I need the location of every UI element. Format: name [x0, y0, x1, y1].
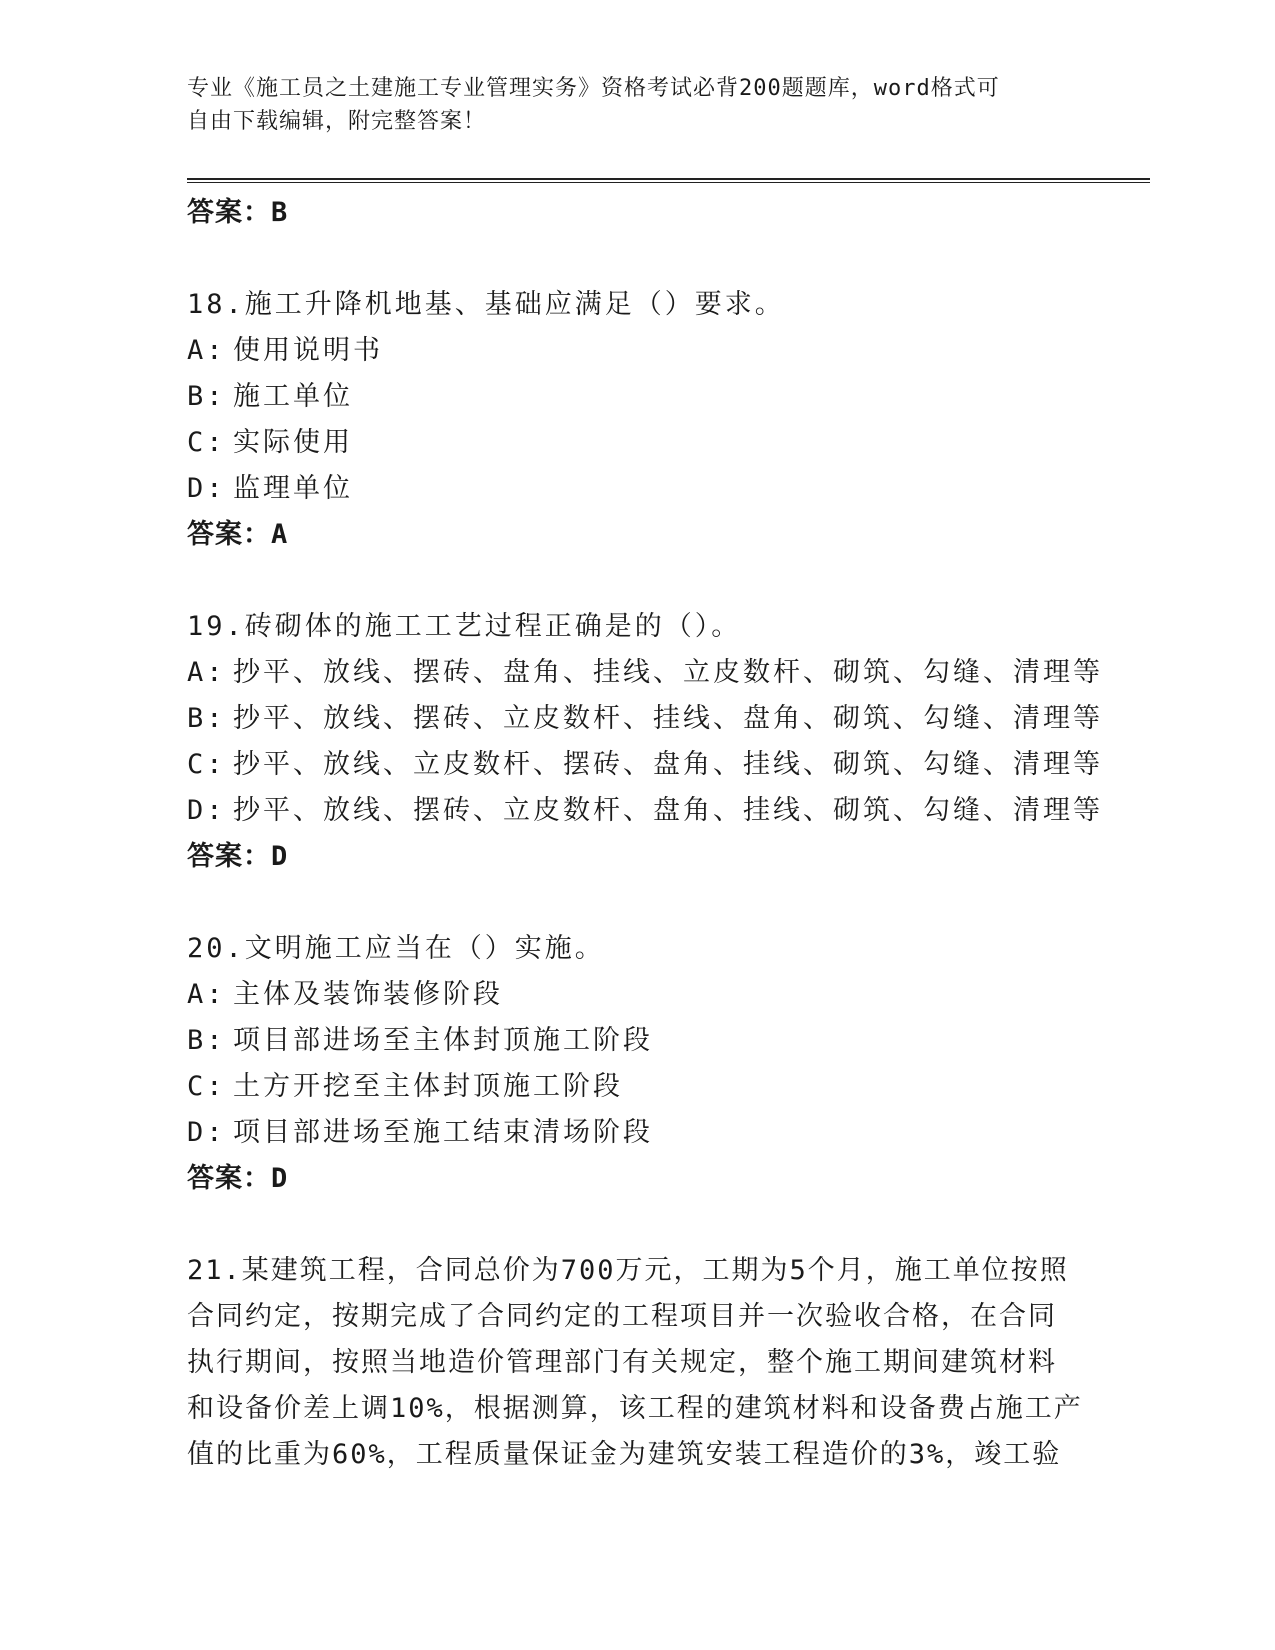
- option-text: 抄平、放线、摆砖、盘角、挂线、立皮数杆、砌筑、勾缝、清理等: [233, 657, 1103, 688]
- question-block-18: [187, 282, 1087, 558]
- document-header: [187, 72, 1067, 138]
- option-text: 主体及装饰装修阶段: [233, 979, 503, 1010]
- option-b: [187, 1018, 1087, 1064]
- option-label: C:: [187, 1071, 226, 1102]
- option-label: A:: [187, 657, 226, 688]
- option-b: [187, 696, 1103, 742]
- spacer: [187, 880, 1087, 926]
- option-label: D:: [187, 1117, 226, 1148]
- option-label: B:: [187, 703, 226, 734]
- option-label: A:: [187, 979, 226, 1010]
- answer: 答案：D: [187, 841, 289, 872]
- option-text: 项目部进场至施工结束清场阶段: [233, 1117, 653, 1148]
- option-label: B:: [187, 1025, 226, 1056]
- header-divider: [187, 178, 1150, 183]
- option-label: A:: [187, 335, 226, 366]
- option-text: 监理单位: [233, 473, 353, 504]
- answer: 答案：D: [187, 1163, 289, 1194]
- paragraph-line: 执行期间，按照当地造价管理部门有关规定，整个施工期间建筑材料: [187, 1347, 1057, 1378]
- option-label: C:: [187, 427, 226, 458]
- option-text: 抄平、放线、摆砖、立皮数杆、挂线、盘角、砌筑、勾缝、清理等: [233, 703, 1103, 734]
- question-stem: 20.文明施工应当在（）实施。: [187, 933, 605, 964]
- option-label: D:: [187, 795, 226, 826]
- option-b: [187, 374, 1087, 420]
- answer: 答案：A: [187, 519, 289, 550]
- document-body: [187, 190, 1103, 1478]
- question-stem: 19.砖砌体的施工工艺过程正确是的（）。: [187, 611, 742, 642]
- paragraph-line: 和设备价差上调10%，根据测算，该工程的建筑材料和设备费占施工产: [187, 1393, 1083, 1424]
- option-label: C:: [187, 749, 226, 780]
- question-block-21: [187, 1248, 1087, 1478]
- spacer: [187, 558, 1087, 604]
- option-c: [187, 742, 1103, 788]
- option-text: 实际使用: [233, 427, 353, 458]
- header-line-2: 自由下载编辑，附完整答案！: [187, 109, 487, 134]
- option-text: 施工单位: [233, 381, 353, 412]
- option-d: [187, 788, 1103, 834]
- option-text: 使用说明书: [233, 335, 383, 366]
- question-block-20: [187, 926, 1087, 1202]
- header-line-1: 专业《施工员之土建施工专业管理实务》资格考试必背200题题库，word格式可: [187, 76, 1000, 101]
- option-text: 项目部进场至主体封顶施工阶段: [233, 1025, 653, 1056]
- spacer: [187, 1202, 1087, 1248]
- option-label: D:: [187, 473, 226, 504]
- question-block-19: [187, 604, 1103, 880]
- option-d: [187, 466, 1087, 512]
- option-text: 抄平、放线、立皮数杆、摆砖、盘角、挂线、砌筑、勾缝、清理等: [233, 749, 1103, 780]
- option-text: 抄平、放线、摆砖、立皮数杆、盘角、挂线、砌筑、勾缝、清理等: [233, 795, 1103, 826]
- answer-prev: 答案：B: [187, 197, 289, 228]
- option-text: 土方开挖至主体封顶施工阶段: [233, 1071, 623, 1102]
- spacer: [187, 236, 1087, 282]
- question-stem: 18.施工升降机地基、基础应满足（）要求。: [187, 289, 785, 320]
- paragraph-line: 21.某建筑工程，合同总价为700万元，工期为5个月，施工单位按照: [187, 1255, 1069, 1286]
- paragraph-line: 合同约定，按期完成了合同约定的工程项目并一次验收合格，在合同: [187, 1301, 1057, 1332]
- option-c: [187, 420, 1087, 466]
- option-a: [187, 972, 1087, 1018]
- option-d: [187, 1110, 1087, 1156]
- paragraph-line: 值的比重为60%，工程质量保证金为建筑安装工程造价的3%，竣工验: [187, 1439, 1062, 1470]
- option-a: [187, 650, 1103, 696]
- option-label: B:: [187, 381, 226, 412]
- option-c: [187, 1064, 1087, 1110]
- option-a: [187, 328, 1087, 374]
